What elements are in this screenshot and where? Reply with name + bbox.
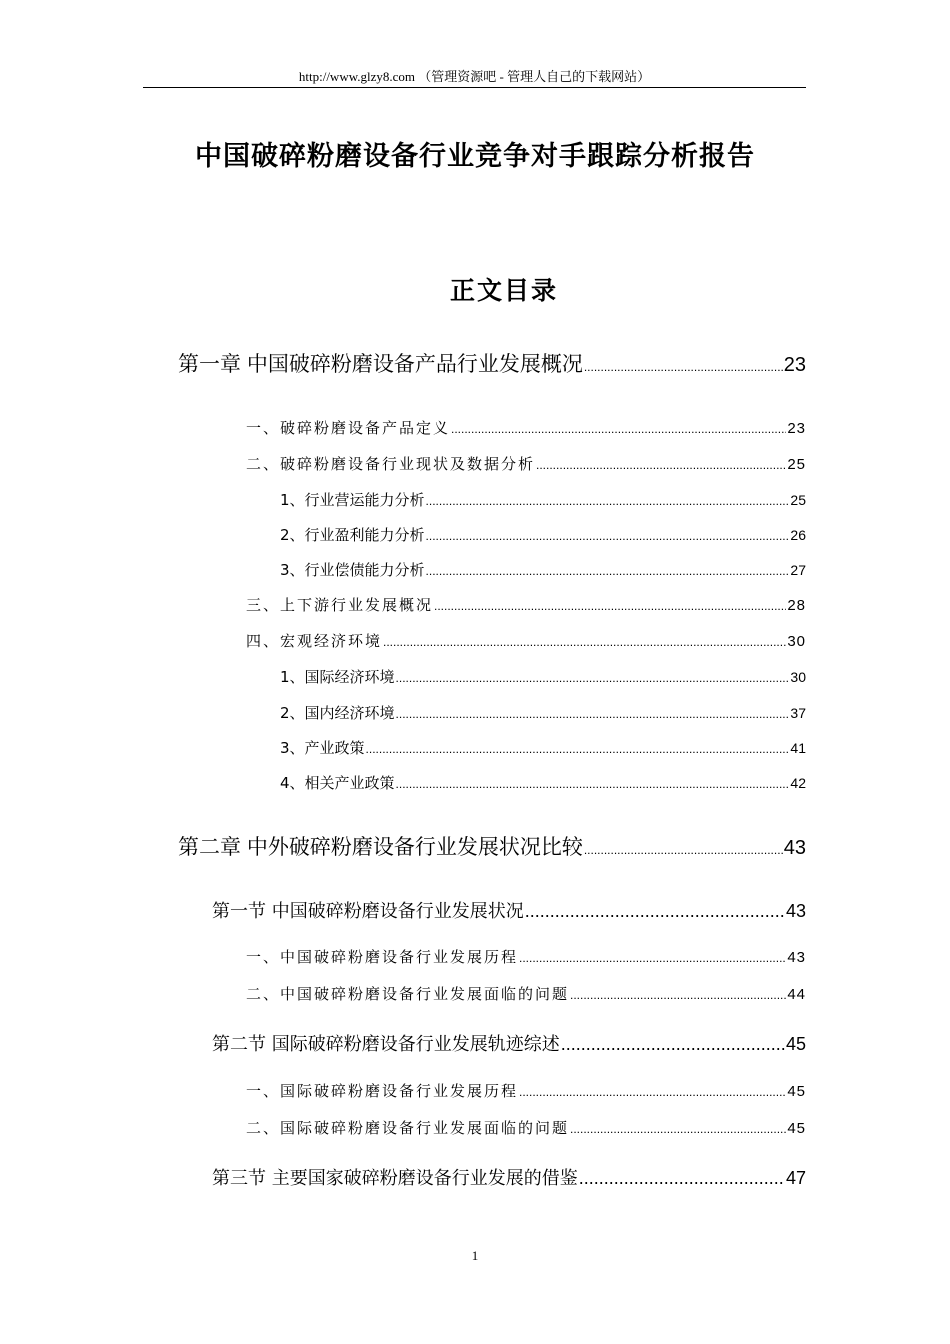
- toc-leader-dots: [584, 360, 783, 374]
- toc-entry-page: 47: [785, 1168, 806, 1188]
- toc-leader-dots: [584, 843, 783, 857]
- toc-entry-label: 第一章 中国破碎粉磨设备产品行业发展概况: [178, 353, 583, 376]
- toc-entry-page: 27: [790, 562, 806, 578]
- toc-entry-page: 30: [790, 669, 806, 685]
- toc-leader-dots: [383, 635, 786, 649]
- toc-entry-page: 25: [790, 492, 806, 508]
- toc-entry-label: 第三节 主要国家破碎粉磨设备行业发展的借鉴: [212, 1168, 578, 1189]
- toc-leader-dots: [570, 1122, 786, 1136]
- toc-leader-dots: [519, 1085, 786, 1099]
- toc-leader-dots: [570, 988, 786, 1002]
- toc-entry-label: 2、行业盈利能力分析: [280, 526, 425, 544]
- toc-entry-section[interactable]: [212, 897, 806, 923]
- toc-entry-subsection[interactable]: [246, 630, 806, 651]
- toc-entry-page: 42: [790, 775, 806, 791]
- toc-entry-subsection[interactable]: [246, 594, 806, 615]
- toc-leader-dots: [519, 951, 786, 965]
- document-title: 中国破碎粉磨设备行业竞争对手跟踪分析报告: [195, 141, 755, 172]
- toc-entry-subsection[interactable]: [246, 1117, 806, 1138]
- toc-entry-subsection[interactable]: [246, 946, 806, 967]
- toc-leader-dots: [426, 494, 790, 508]
- toc-entry-page: 23: [787, 420, 806, 437]
- toc-leader-dots: [561, 1034, 785, 1055]
- toc-leader-dots: [536, 458, 786, 472]
- toc-leader-dots: [366, 742, 790, 756]
- toc-entry-item[interactable]: [280, 737, 806, 758]
- toc-entry-item[interactable]: [280, 666, 806, 687]
- toc-entry-subsection[interactable]: [246, 983, 806, 1004]
- toc-entry-label: 第二章 中外破碎粉磨设备行业发展状况比较: [178, 836, 583, 859]
- toc-entry-label: 四、宏观经济环境: [246, 632, 383, 650]
- toc-entry-page: 44: [787, 986, 806, 1003]
- toc-entry-page: 45: [785, 1034, 806, 1054]
- toc-leader-dots: [396, 707, 790, 721]
- toc-entry-item[interactable]: [280, 489, 806, 510]
- toc-entry-section[interactable]: [212, 1164, 806, 1190]
- toc-entry-label: 二、中国破碎粉磨设备行业发展面临的问题: [246, 985, 570, 1003]
- toc-entry-item[interactable]: [280, 772, 806, 793]
- toc-entry-item[interactable]: [280, 702, 806, 723]
- toc-title: 正文目录: [449, 276, 558, 305]
- toc-entry-section[interactable]: [212, 1030, 806, 1056]
- toc-entry-page: 26: [790, 527, 806, 543]
- toc-entry-page: 30: [787, 633, 806, 650]
- toc-entry-page: 23: [783, 354, 806, 376]
- toc-leader-dots: [426, 564, 790, 578]
- toc-entry-label: 二、国际破碎粉磨设备行业发展面临的问题: [246, 1119, 570, 1137]
- toc-entry-page: 43: [787, 949, 806, 966]
- toc-entry-item[interactable]: [280, 559, 806, 580]
- page-header-url: http://www.glzy8.com （管理资源吧 - 管理人自己的下载网站）: [298, 69, 651, 84]
- toc-entry-subsection[interactable]: [246, 417, 806, 438]
- toc-leader-dots: [451, 422, 786, 436]
- toc-entry-label: 一、中国破碎粉磨设备行业发展历程: [246, 948, 519, 966]
- toc-leader-dots: [396, 671, 790, 685]
- toc-entry-chapter[interactable]: [178, 348, 806, 378]
- toc-entry-label: 一、国际破碎粉磨设备行业发展历程: [246, 1082, 519, 1100]
- toc-entry-page: 41: [790, 740, 806, 756]
- toc-entry-label: 第二节 国际破碎粉磨设备行业发展轨迹综述: [212, 1034, 560, 1055]
- toc-entry-label: 二、破碎粉磨设备行业现状及数据分析: [246, 455, 536, 473]
- page-number: 1: [471, 1248, 479, 1263]
- toc-entry-chapter[interactable]: [178, 831, 806, 861]
- toc-entry-page: 45: [787, 1120, 806, 1137]
- toc-entry-page: 43: [785, 901, 806, 921]
- toc-entry-label: 4、相关产业政策: [280, 774, 395, 792]
- toc-leader-dots: [434, 599, 786, 613]
- toc-entry-label: 一、破碎粉磨设备产品定义: [246, 419, 451, 437]
- toc-entry-label: 三、上下游行业发展概况: [246, 596, 434, 614]
- toc-leader-dots: [525, 901, 785, 922]
- toc-entry-label: 2、国内经济环境: [280, 704, 395, 722]
- toc-leader-dots: [579, 1168, 785, 1189]
- toc-entry-page: 28: [787, 597, 806, 614]
- toc-entry-subsection[interactable]: [246, 1080, 806, 1101]
- toc-entry-label: 3、行业偿债能力分析: [280, 561, 425, 579]
- toc-entry-item[interactable]: [280, 524, 806, 545]
- toc-entry-label: 3、产业政策: [280, 739, 365, 757]
- toc-entry-label: 第一节 中国破碎粉磨设备行业发展状况: [212, 901, 524, 922]
- toc-leader-dots: [426, 529, 790, 543]
- toc-entry-label: 1、行业营运能力分析: [280, 491, 425, 509]
- toc-entry-page: 37: [790, 705, 806, 721]
- toc-entry-page: 25: [787, 456, 806, 473]
- toc-entry-page: 45: [787, 1083, 806, 1100]
- toc-leader-dots: [396, 777, 790, 791]
- toc-entry-subsection[interactable]: [246, 453, 806, 474]
- toc-entry-label: 1、国际经济环境: [280, 668, 395, 686]
- toc-entry-page: 43: [783, 837, 806, 859]
